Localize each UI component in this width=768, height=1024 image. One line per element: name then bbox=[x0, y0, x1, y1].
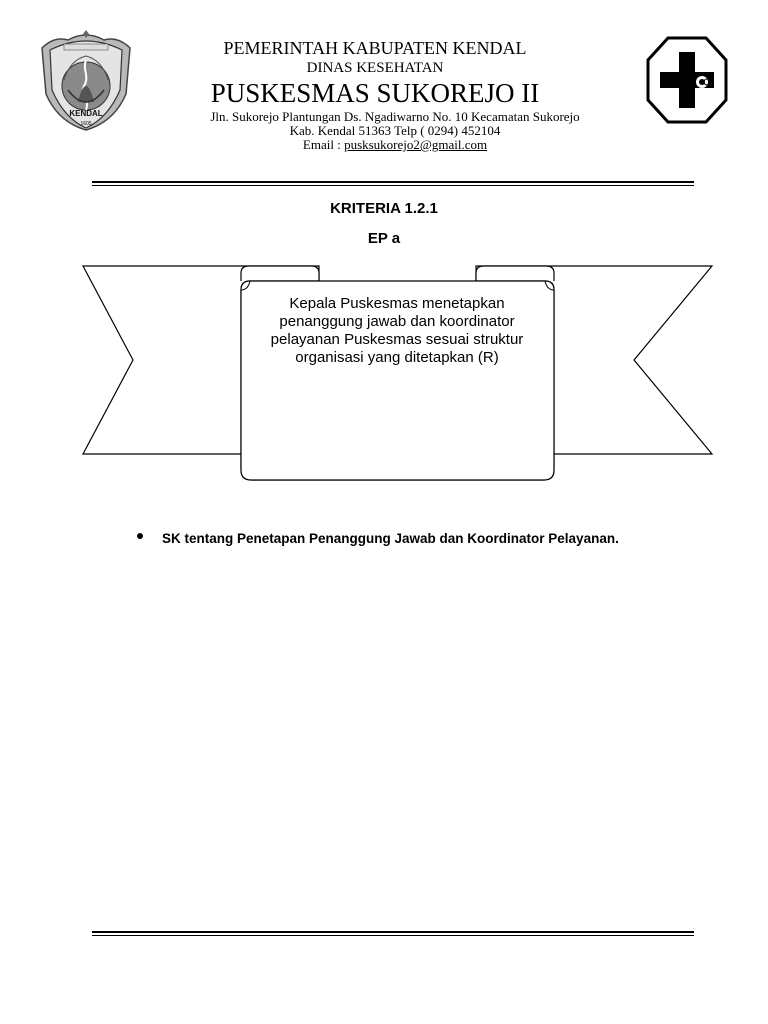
criteria-heading: KRITERIA 1.2.1 bbox=[330, 200, 438, 217]
clinic-title: PUSKESMAS SUKOREJO II bbox=[210, 78, 540, 108]
ribbon-banner bbox=[0, 0, 768, 500]
crest-banner-text: KENDAL bbox=[69, 109, 103, 118]
department-title: DINAS KESEHATAN bbox=[306, 60, 444, 76]
banner-text: Kepala Puskesmas menetapkan penanggung jawab dan koordinator pelayanan Puskesmas sesuai struktur organisasi yang ditetapkan (R) bbox=[270, 295, 524, 366]
email-link[interactable]: pusksukorejo2@gmail.com bbox=[344, 137, 488, 152]
crest-year-text: 1605 bbox=[80, 121, 92, 127]
city-phone-line: Kab. Kendal 51363 Telp ( 0294) 452104 bbox=[289, 123, 501, 138]
bullet-icon bbox=[137, 533, 143, 539]
footer-rule-thin bbox=[92, 935, 694, 936]
evidence-item: SK tentang Penetapan Penanggung Jawab dan Koordinator Pelayanan. bbox=[162, 531, 619, 546]
ep-heading: EP a bbox=[367, 230, 401, 247]
government-title: PEMERINTAH KABUPATEN KENDAL bbox=[223, 38, 527, 58]
email-label: Email : bbox=[302, 137, 345, 152]
address-line: Jln. Sukorejo Plantungan Ds. Ngadiwarno No. 10 Kecamatan Sukorejo bbox=[210, 109, 580, 124]
footer-rule-thick bbox=[92, 931, 694, 933]
